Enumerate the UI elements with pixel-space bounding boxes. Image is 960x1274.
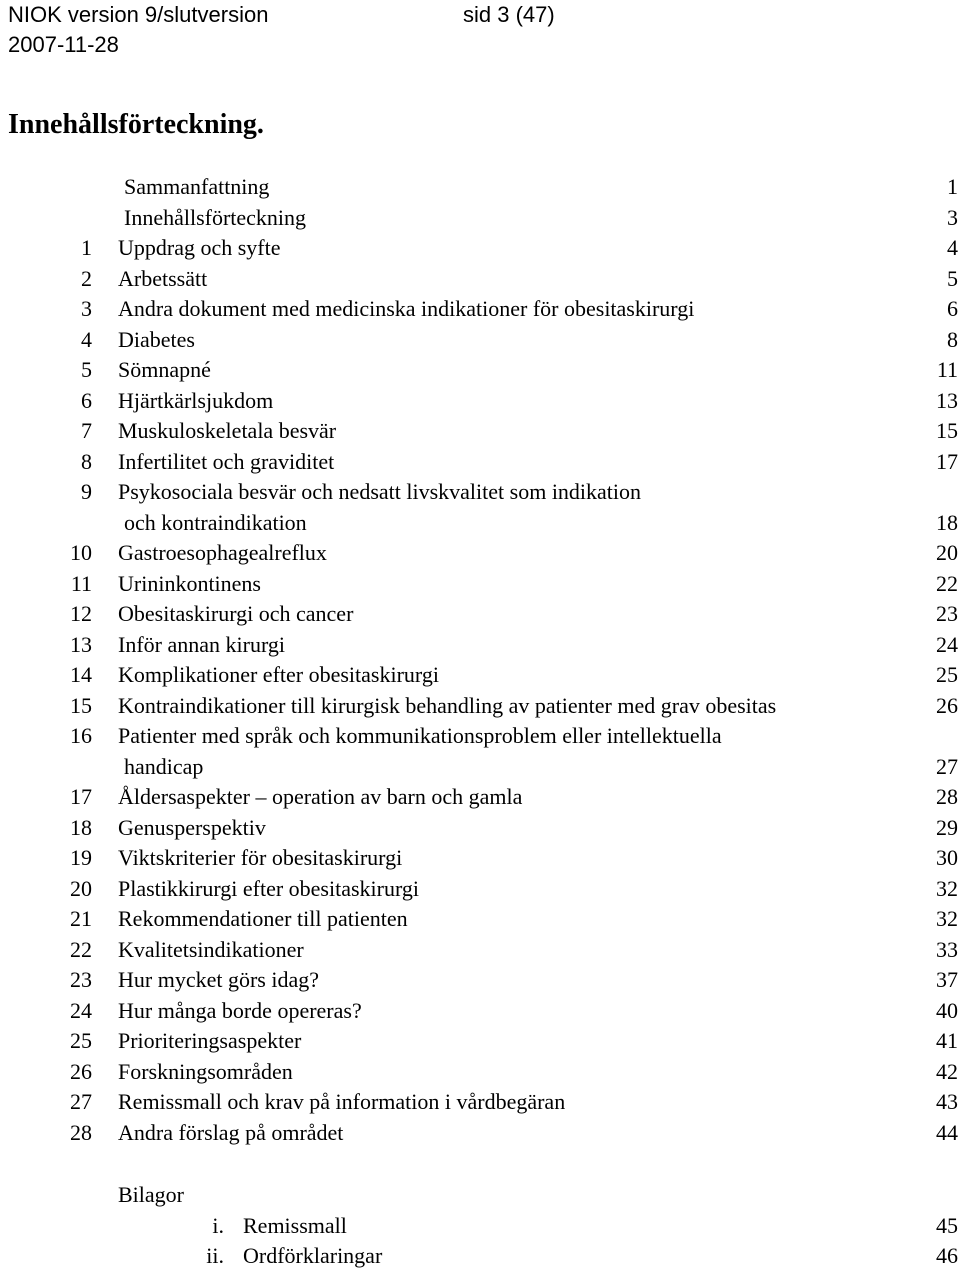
toc-entry-title: Obesitaskirurgi och cancer xyxy=(118,601,354,626)
toc-entry[interactable] xyxy=(0,996,960,1027)
toc-entry[interactable] xyxy=(0,935,960,966)
toc-entry-number: 4 xyxy=(81,326,92,352)
toc-entry-number: 10 xyxy=(70,540,92,565)
toc-entry-title: Andra dokument med medicinska indikationer för obesitaskirurgi xyxy=(118,296,695,321)
toc-entry-page: 27 xyxy=(936,753,958,779)
toc-entry-number: 18 xyxy=(70,814,92,840)
document-date: 2007-11-28 xyxy=(8,32,119,57)
toc-entry-number: 3 xyxy=(81,296,92,321)
toc-entry-title: Psykosociala besvär och nedsatt livskvalitet som indikation xyxy=(118,479,642,504)
appendix-entry-title: Remissmall xyxy=(243,1212,347,1238)
toc-entry[interactable] xyxy=(0,1087,960,1118)
toc-entry-number: 21 xyxy=(70,906,92,931)
toc-entry[interactable] xyxy=(0,569,960,600)
toc-entry[interactable] xyxy=(0,264,960,295)
toc-entry-number: 26 xyxy=(70,1058,92,1084)
toc-entry[interactable] xyxy=(0,843,960,874)
toc-entry[interactable] xyxy=(0,172,960,203)
toc-entry-title: Sammanfattning xyxy=(124,174,270,199)
toc-entry-number: 8 xyxy=(81,448,92,474)
toc-entry-number: 17 xyxy=(70,784,92,809)
toc-entry-page: 30 xyxy=(936,845,958,870)
toc-entry[interactable] xyxy=(0,355,960,386)
toc-entry-title: Urininkontinens xyxy=(118,570,261,596)
toc-entry-page: 29 xyxy=(936,814,958,840)
toc-entry[interactable] xyxy=(0,508,960,539)
toc-entry-title: Diabetes xyxy=(118,326,195,352)
toc-entry-title: Kontraindikationer till kirurgisk behandling av patienter med grav obesitas xyxy=(118,692,777,718)
toc-entry-page: 24 xyxy=(936,631,958,657)
appendix-heading-label: Bilagor xyxy=(118,1182,184,1207)
appendix-list xyxy=(0,1211,960,1272)
toc-entry-number: 2 xyxy=(81,265,92,291)
toc-entry-number: 6 xyxy=(81,387,92,413)
toc-entry-title: Hjärtkärlsjukdom xyxy=(118,387,274,413)
toc-entry-number: 25 xyxy=(70,1028,92,1053)
toc-entry[interactable] xyxy=(0,447,960,478)
toc-entry-number: 14 xyxy=(70,662,92,687)
toc-entry-title: Kvalitetsindikationer xyxy=(118,936,304,962)
toc-entry-page: 33 xyxy=(936,936,958,962)
toc-entry-page: 43 xyxy=(936,1089,958,1114)
toc-entry-title: Gastroesophagealreflux xyxy=(118,540,327,565)
appendix-entry-page: 46 xyxy=(936,1243,958,1268)
toc-entry-number: 27 xyxy=(70,1089,92,1114)
toc-entry[interactable] xyxy=(0,599,960,630)
toc-entry-number: 24 xyxy=(70,997,92,1023)
toc-entry-title: Komplikationer efter obesitaskirurgi xyxy=(118,662,439,687)
toc-entry[interactable] xyxy=(0,691,960,722)
toc-entry-page: 28 xyxy=(936,784,958,809)
toc-entry-page: 42 xyxy=(936,1058,958,1084)
toc-entry[interactable] xyxy=(0,721,960,752)
toc-entry-page: 25 xyxy=(936,662,958,687)
toc-entry[interactable] xyxy=(0,904,960,935)
appendix-entry[interactable] xyxy=(0,1211,960,1242)
toc-entry[interactable] xyxy=(0,782,960,813)
toc-entry-page: 11 xyxy=(936,357,958,382)
toc-entry-number: 23 xyxy=(70,967,92,992)
toc-entry-number: 9 xyxy=(81,479,92,504)
appendix-entry-page: 45 xyxy=(936,1212,958,1238)
toc-entry-title: Hur många borde opereras? xyxy=(118,997,362,1023)
toc-entry[interactable] xyxy=(0,325,960,356)
toc-entry-title: Patienter med språk och kommunikationsproblem eller intellektuella xyxy=(118,723,722,748)
toc-entry-title: och kontraindikation xyxy=(124,509,307,535)
page-header xyxy=(8,0,948,60)
toc-entry-title: Remissmall och krav på information i vårdbegäran xyxy=(118,1089,566,1114)
toc-entry-page: 44 xyxy=(936,1119,958,1145)
toc-entry-page: 40 xyxy=(936,997,958,1023)
toc-entry[interactable] xyxy=(0,660,960,691)
toc-entry-title: Prioriteringsaspekter xyxy=(118,1028,302,1053)
toc-entry-title: Hur mycket görs idag? xyxy=(118,967,319,992)
toc-entry-title: Rekommendationer till patienten xyxy=(118,906,408,931)
toc-entry-page: 32 xyxy=(936,875,958,901)
toc-entry[interactable] xyxy=(0,1118,960,1149)
toc-entry[interactable] xyxy=(0,874,960,905)
appendix-entry[interactable] xyxy=(0,1241,960,1272)
toc-entry-title: Plastikkirurgi efter obesitaskirurgi xyxy=(118,875,420,901)
toc-entry-page: 15 xyxy=(936,418,958,443)
toc-entry[interactable] xyxy=(0,630,960,661)
toc-entry-page: 20 xyxy=(936,540,958,565)
toc-entry-page: 8 xyxy=(947,326,958,352)
toc-entry-title: Andra förslag på området xyxy=(118,1119,344,1145)
appendix-entry-number: i. xyxy=(212,1212,224,1238)
toc-entry-number: 28 xyxy=(70,1119,92,1145)
toc-entry-title: Genusperspektiv xyxy=(118,814,266,840)
toc-entry-number: 12 xyxy=(70,601,92,626)
toc-entry[interactable] xyxy=(0,813,960,844)
toc-entry-number: 15 xyxy=(70,692,92,718)
page-title: Innehållsförteckning. xyxy=(8,109,264,140)
toc-entry-number: 19 xyxy=(70,845,92,870)
toc-entry-title: Muskuloskeletala besvär xyxy=(118,418,337,443)
toc-entry-number: 7 xyxy=(81,418,92,443)
toc-entry-title: Innehållsförteckning xyxy=(124,204,307,230)
toc-entry-number: 11 xyxy=(70,570,92,596)
toc-entry-page: 6 xyxy=(947,296,958,321)
toc-entry-page: 37 xyxy=(936,967,958,992)
toc-entry-page: 5 xyxy=(947,265,958,291)
toc-entry[interactable] xyxy=(0,233,960,264)
toc-entry-page: 3 xyxy=(947,204,958,230)
toc-entry-number: 22 xyxy=(70,936,92,962)
header-row-top xyxy=(8,0,948,30)
toc-entry[interactable] xyxy=(0,477,960,508)
toc-entry-number: 5 xyxy=(81,357,92,382)
toc-entry-title: Forskningsområden xyxy=(118,1058,293,1084)
toc-entry-number: 13 xyxy=(70,631,92,657)
document-version: NIOK version 9/slutversion xyxy=(8,2,269,27)
toc-entry-page: 17 xyxy=(936,448,958,474)
toc-entry-title: Inför annan kirurgi xyxy=(118,631,285,657)
toc-entry-title: Uppdrag och syfte xyxy=(118,235,281,260)
toc-entry-title: Sömnapné xyxy=(118,357,211,382)
toc-entry-number: 16 xyxy=(70,723,92,748)
toc-entry-title: Infertilitet och graviditet xyxy=(118,448,335,474)
header-row-bottom xyxy=(8,30,948,60)
appendix-heading xyxy=(0,1180,960,1211)
appendix-entry-title: Ordförklaringar xyxy=(243,1243,383,1268)
table-of-contents xyxy=(0,172,960,1148)
toc-entry-number: 1 xyxy=(81,235,92,260)
toc-entry-title: Arbetssätt xyxy=(118,265,208,291)
toc-entry-page: 23 xyxy=(936,601,958,626)
toc-entry[interactable] xyxy=(0,1057,960,1088)
toc-entry[interactable] xyxy=(0,965,960,996)
toc-entry-page: 4 xyxy=(947,235,958,260)
toc-entry-title: Viktskriterier för obesitaskirurgi xyxy=(118,845,403,870)
appendix-entry-number: ii. xyxy=(206,1243,224,1268)
toc-entry-page: 32 xyxy=(936,906,958,931)
appendix-section xyxy=(0,1180,960,1272)
toc-entry[interactable] xyxy=(0,294,960,325)
toc-entry-page: 18 xyxy=(936,509,958,535)
toc-entry-page: 13 xyxy=(936,387,958,413)
toc-entry-title: handicap xyxy=(124,753,204,779)
toc-entry[interactable] xyxy=(0,538,960,569)
toc-entry[interactable] xyxy=(0,416,960,447)
toc-entry-page: 26 xyxy=(936,692,958,718)
toc-entry[interactable] xyxy=(0,386,960,417)
toc-entry-number: 20 xyxy=(70,875,92,901)
toc-entry-title: Åldersaspekter – operation av barn och gamla xyxy=(118,784,523,809)
toc-entry[interactable] xyxy=(0,1026,960,1057)
page-number-info: sid 3 (47) xyxy=(463,2,555,27)
toc-entry[interactable] xyxy=(0,752,960,783)
toc-entry-page: 22 xyxy=(936,570,958,596)
toc-entry-page: 1 xyxy=(947,174,958,199)
toc-entry[interactable] xyxy=(0,203,960,234)
toc-entry-page: 41 xyxy=(936,1028,958,1053)
